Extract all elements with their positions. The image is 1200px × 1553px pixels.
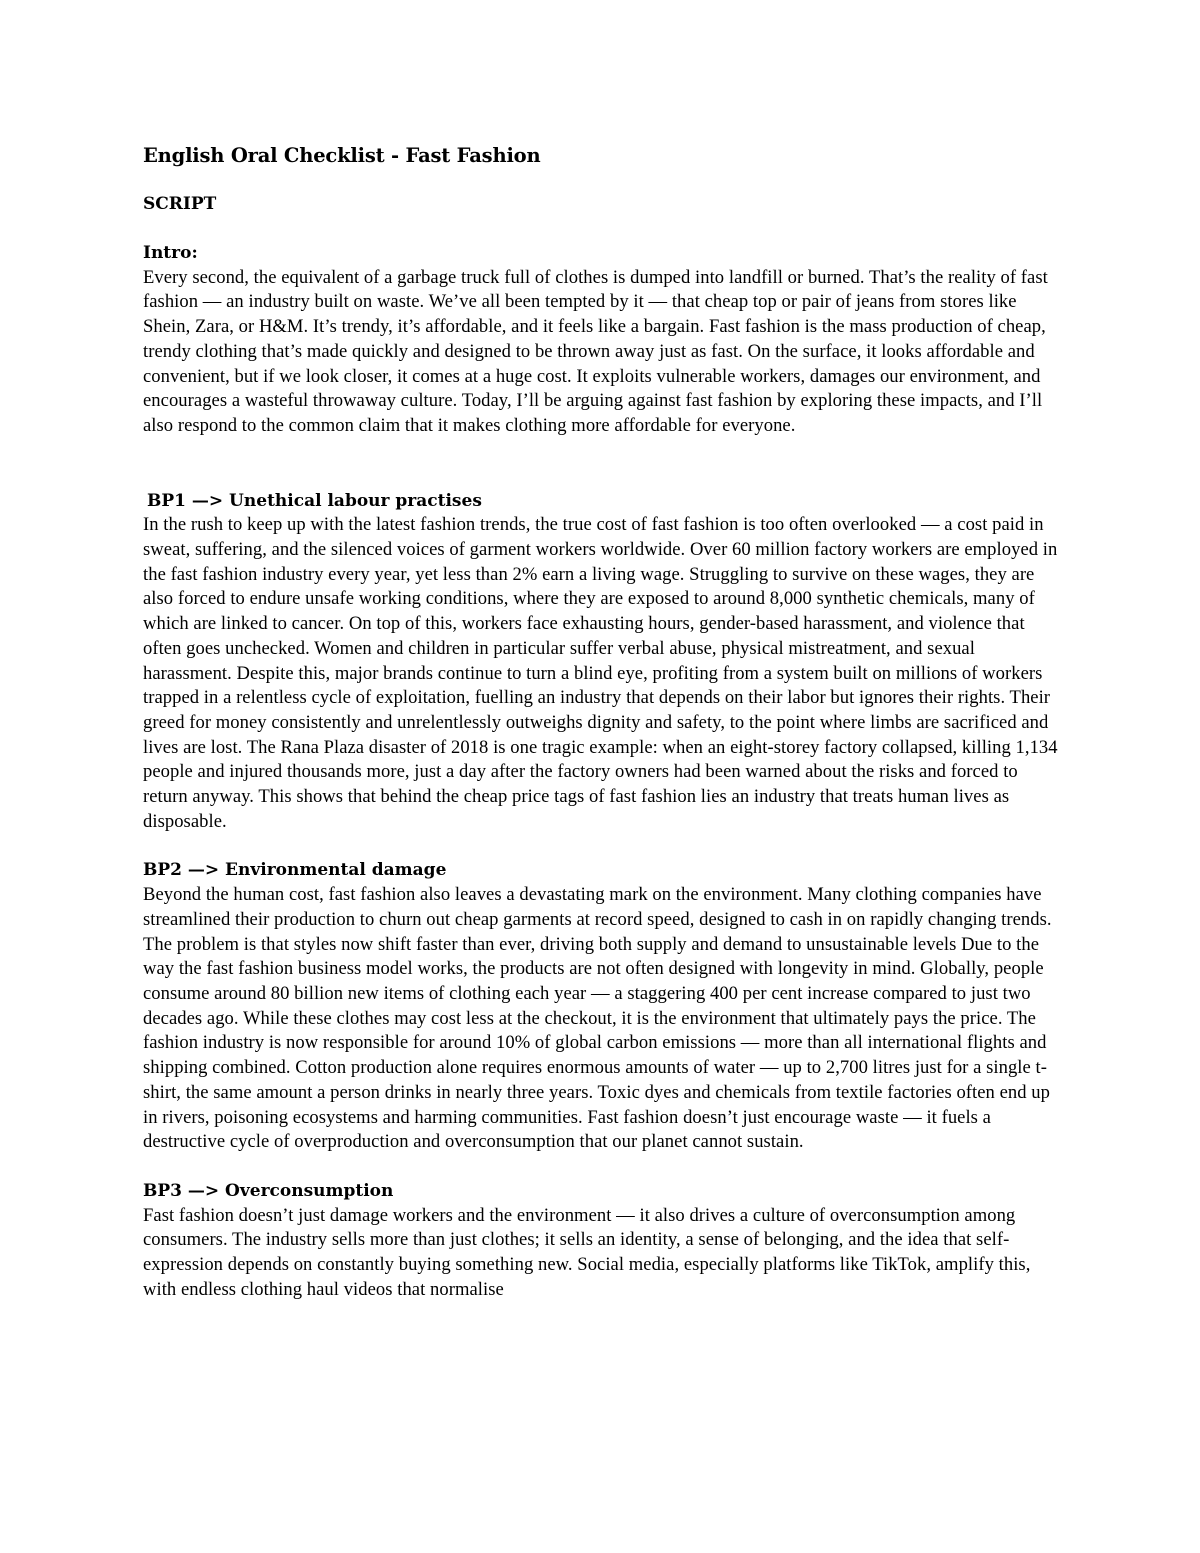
section-heading-bp1: BP1 —> Unethical labour practises — [147, 490, 482, 511]
section-bp1 — [143, 489, 1063, 835]
document-content — [143, 141, 1063, 1302]
section-bp2 — [143, 858, 1063, 1154]
section-body-intro: Every second, the equivalent of a garbage truck full of clothes is dumped into landfill or burned. That’s the reality of fast fashion — an industry built on waste. We’ve all been tempted by it — that cheap top or pair of jeans from stores like Shein, Zara, or H&M. It’s trendy, it’s affordable, and it feels like a bargain. Fast fashion is the mass production of cheap, trendy clothing that’s made quickly and designed to be thrown away just as fast. On the surface, it looks affordable and convenient, but if we look closer, it comes at a huge cost. It exploits vulnerable workers, damages our environment, and encourages a wasteful throwaway culture. Today, I’ll be arguing against fast fashion by exploring these impacts, and I’ll also respond to the common claim that it makes clothing more affordable for everyone. — [143, 266, 1048, 436]
section-body-bp1: In the rush to keep up with the latest fashion trends, the true cost of fast fashion is too often overlooked — a cost paid in sweat, suffering, and the silenced voices of garment workers worldwide. Over 60 million factory workers are employed in the fast fashion industry every year, yet less than 2% earn a living wage. Struggling to survive on these wages, they are also forced to endure unsafe working conditions, where they are exposed to around 8,000 synthetic chemicals, many of which are linked to cancer. On top of this, workers face exhausting hours, gender-based harassment, and violence that often goes unchecked. Women and children in particular suffer verbal abuse, physical mistreatment, and sexual harassment. Despite this, major brands continue to turn a blind eye, profiting from a system built on millions of workers trapped in a relentless cycle of exploitation, fuelling an industry that depends on their labor but ignores their rights. Their greed for money consistently and unrelentlessly outweighs dignity and safety, to the point where limbs are sacrificed and lives are lost. The Rana Plaza disaster of 2018 is one tragic example: when an eight-storey factory collapsed, killing 1,134 people and injured thousands more, just a day after the factory owners had been warned about the risks and forced to return anyway. This shows that behind the cheap price tags of fast fashion lies an industry that treats human lives as disposable. — [143, 514, 1058, 832]
section-heading-bp3: BP3 —> Overconsumption — [143, 1180, 394, 1201]
section-heading-intro: Intro: — [143, 243, 198, 263]
section-body-bp3: Fast fashion doesn’t just damage workers and the environment — it also drives a culture of overconsumption among consumers. The industry sells more than just clothes; it sells an identity, a sense of belonging, and the idea that self-expression depends on constantly buying something new. Social media, especially platforms like TikTok, amplify this, with endless clothing haul videos that normalise — [143, 1204, 1031, 1300]
script-label: SCRIPT — [143, 194, 217, 214]
section-heading-bp2: BP2 —> Environmental damage — [143, 860, 447, 881]
section-body-bp2: Beyond the human cost, fast fashion also leaves a devastating mark on the environment. Many clothing companies have streamlined their production to churn out cheap garments at record speed, designed to cash in on rapidly changing trends. The problem is that styles now shift faster than ever, driving both supply and demand to unsustainable levels Due to the way the fast fashion business model works, the products are not often designed with longevity in mind. Globally, people consume around 80 billion new items of clothing each year — a staggering 400 per cent increase compared to just two decades ago. While these clothes may cost less at the checkout, it is the environment that ultimately pays the price. The fashion industry is now responsible for around 10% of global carbon emissions — more than all international flights and shipping combined. Cotton production alone requires enormous amounts of water — up to 2,700 litres just for a single t-shirt, the same amount a person drinks in nearly three years. Toxic dyes and chemicals from textile factories often end up in rivers, poisoning ecosystems and harming communities. Fast fashion doesn’t just encourage waste — it fuels a destructive cycle of overproduction and overconsumption that our planet cannot sustain. — [143, 884, 1052, 1153]
section-bp3 — [143, 1179, 1063, 1303]
section-intro — [143, 241, 1063, 439]
document-title: English Oral Checklist - Fast Fashion — [143, 144, 541, 167]
